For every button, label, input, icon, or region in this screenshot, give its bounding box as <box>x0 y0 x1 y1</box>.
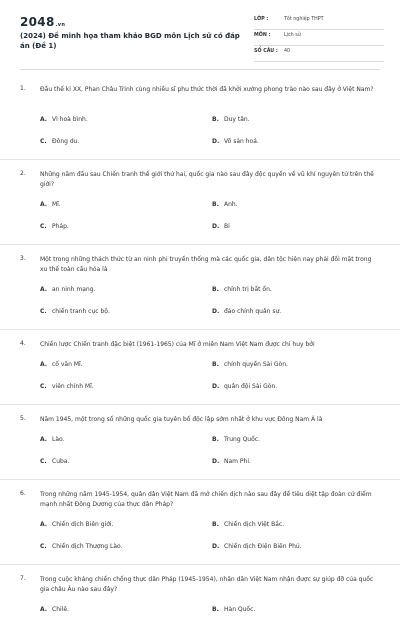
header-divider <box>20 69 380 70</box>
question-number: 6. <box>20 490 26 497</box>
option-text: Chiến dịch Biên giới. <box>52 521 114 528</box>
option-text: Nam Phi. <box>224 458 251 465</box>
option-text: Đông du. <box>52 138 80 145</box>
question-text: Trong những năm 1945-1954, quân dân Việt Nam đã mở chiến dịch nào sau đây để tiêu diệt tập đoàn cứ điểm mạnh nhất Đông Dương của thực dân Pháp? <box>40 491 372 508</box>
option-text: Bỉ <box>224 223 230 230</box>
option-b[interactable] <box>212 286 272 293</box>
question-text: Đầu thế kỉ XX, Phan Châu Trinh cùng nhiều sĩ phu thức thời đã khởi xướng phong trào nào sau đây ở Việt Nam? <box>40 86 374 93</box>
exam-info <box>254 14 384 62</box>
option-letter: C. <box>40 383 47 390</box>
option-a[interactable] <box>40 201 61 208</box>
question-number: 2. <box>20 170 26 177</box>
option-letter: B. <box>212 521 219 528</box>
option-text: Pháp. <box>52 223 69 230</box>
option-letter: C. <box>40 308 47 315</box>
option-text: Anh. <box>224 201 238 208</box>
option-text: Hàn Quốc. <box>224 606 256 613</box>
option-text: Cuba. <box>52 458 70 465</box>
option-text: an ninh mạng. <box>52 286 96 293</box>
option-d[interactable] <box>212 308 281 315</box>
option-letter: C. <box>40 458 47 465</box>
page-header <box>0 0 400 64</box>
option-text: cố vấn Mĩ. <box>52 361 83 368</box>
option-b[interactable] <box>212 201 238 208</box>
option-letter: A. <box>40 521 48 528</box>
option-letter: D. <box>212 308 220 315</box>
option-text: Vì hoà bình. <box>52 116 88 123</box>
option-text: chính trị bất ổn. <box>224 286 272 293</box>
question-number: 7. <box>20 575 26 582</box>
option-c[interactable] <box>40 383 94 390</box>
option-letter: A. <box>40 361 48 368</box>
option-letter: D. <box>212 383 220 390</box>
question-4 <box>0 330 400 405</box>
option-letter: B. <box>212 606 219 613</box>
option-d[interactable] <box>212 458 251 465</box>
question-text: Trong cuộc kháng chiến chống thực dân Pháp (1945-1954), nhân dân Việt Nam nhận được sự giúp đỡ của quốc gia châu Âu nào sau đây? <box>40 576 374 593</box>
question-number: 4. <box>20 340 26 347</box>
question-2 <box>0 160 400 245</box>
option-text: Mĩ. <box>52 201 61 208</box>
option-c[interactable] <box>40 458 69 465</box>
question-1 <box>0 75 400 160</box>
option-text: Trung Quốc. <box>224 436 260 443</box>
option-a[interactable] <box>40 521 113 528</box>
option-d[interactable] <box>212 223 230 230</box>
option-text: quân đội Sài Gòn. <box>224 383 278 390</box>
question-number: 3. <box>20 255 26 262</box>
option-letter: B. <box>212 201 219 208</box>
option-text: Chiến dịch Điện Biên Phủ. <box>224 543 302 550</box>
option-letter: B. <box>212 116 219 123</box>
info-value-subject: Lịch sử <box>284 33 301 38</box>
info-value-grade: Tốt nghiệp THPT <box>284 17 324 22</box>
option-b[interactable] <box>212 606 255 613</box>
option-letter: D. <box>212 543 220 550</box>
option-text: chiến tranh cục bộ. <box>52 308 110 315</box>
option-c[interactable] <box>40 308 110 315</box>
option-letter: C. <box>40 543 47 550</box>
question-5 <box>0 405 400 480</box>
question-number: 5. <box>20 415 26 422</box>
info-label-grade: LỚP : <box>254 17 269 22</box>
option-text: Chiến dịch Việt Bắc. <box>224 521 285 528</box>
option-c[interactable] <box>40 543 123 550</box>
option-letter: C. <box>40 223 47 230</box>
option-letter: B. <box>212 436 219 443</box>
option-letter: A. <box>40 201 48 208</box>
logo-text: 2048 <box>20 15 55 29</box>
info-row-subject <box>254 30 384 46</box>
option-letter: A. <box>40 606 48 613</box>
option-letter: D. <box>212 138 220 145</box>
option-letter: A. <box>40 116 48 123</box>
info-row-grade <box>254 14 384 30</box>
option-letter: B. <box>212 361 219 368</box>
logo-suffix: .vn <box>55 22 66 28</box>
question-6 <box>0 480 400 565</box>
option-letter: B. <box>212 286 219 293</box>
option-a[interactable] <box>40 606 69 613</box>
question-3 <box>0 245 400 330</box>
question-number: 1. <box>20 85 26 92</box>
option-text: Chilê. <box>52 606 69 613</box>
document-title: (2024) Đề minh họa tham khảo BGD môn Lịch sử có đáp án (Đề 1) <box>20 32 240 50</box>
option-letter: A. <box>40 436 48 443</box>
option-letter: D. <box>212 458 220 465</box>
option-b[interactable] <box>212 521 284 528</box>
question-text: Chiến lược Chiến tranh đặc biệt (1961-1965) của Mĩ ở miền Nam Việt Nam được chỉ huy bởi <box>40 341 315 348</box>
info-value-count: 40 <box>284 49 291 54</box>
info-row-count <box>254 46 384 62</box>
option-text: đảo chính quân sự. <box>224 308 282 315</box>
question-list <box>0 75 400 625</box>
option-b[interactable] <box>212 116 250 123</box>
option-text: Lào. <box>52 436 65 443</box>
option-d[interactable] <box>212 138 259 145</box>
info-label-count: SỐ CÂU : <box>254 49 278 54</box>
option-a[interactable] <box>40 436 65 443</box>
option-text: chính quyền Sài Gòn. <box>224 361 288 368</box>
question-text: Năm 1945, một trong số những quốc gia tuyên bố độc lập sớm nhất ở khu vực Đông Nam Á là <box>40 416 323 423</box>
option-a[interactable] <box>40 361 83 368</box>
option-a[interactable] <box>40 286 95 293</box>
option-d[interactable] <box>212 383 277 390</box>
option-letter: A. <box>40 286 48 293</box>
option-text: Võ sản hoá. <box>224 138 259 145</box>
option-c[interactable] <box>40 138 79 145</box>
option-text: Duy tân. <box>224 116 250 123</box>
option-a[interactable] <box>40 116 88 123</box>
question-7 <box>0 565 400 625</box>
question-text: Một trong những thách thức từ an ninh phi truyền thống mà các quốc gia, dân tộc hiện nay phải đối mặt trong xu thế toàn cầu hóa là <box>40 256 372 273</box>
option-b[interactable] <box>212 436 260 443</box>
option-d[interactable] <box>212 543 302 550</box>
option-b[interactable] <box>212 361 288 368</box>
option-letter: D. <box>212 223 220 230</box>
option-c[interactable] <box>40 223 69 230</box>
info-label-subject: MÔN : <box>254 33 271 38</box>
question-text: Những năm đầu sau Chiến tranh thế giới thứ hai, quốc gia nào sau đây độc quyền về vũ khí nguyên tử trên thế giới? <box>40 171 374 188</box>
site-logo[interactable] <box>20 15 65 29</box>
option-text: viên chính Mĩ. <box>52 383 94 390</box>
option-text: Chiến dịch Thượng Lào. <box>52 543 123 550</box>
option-letter: C. <box>40 138 47 145</box>
